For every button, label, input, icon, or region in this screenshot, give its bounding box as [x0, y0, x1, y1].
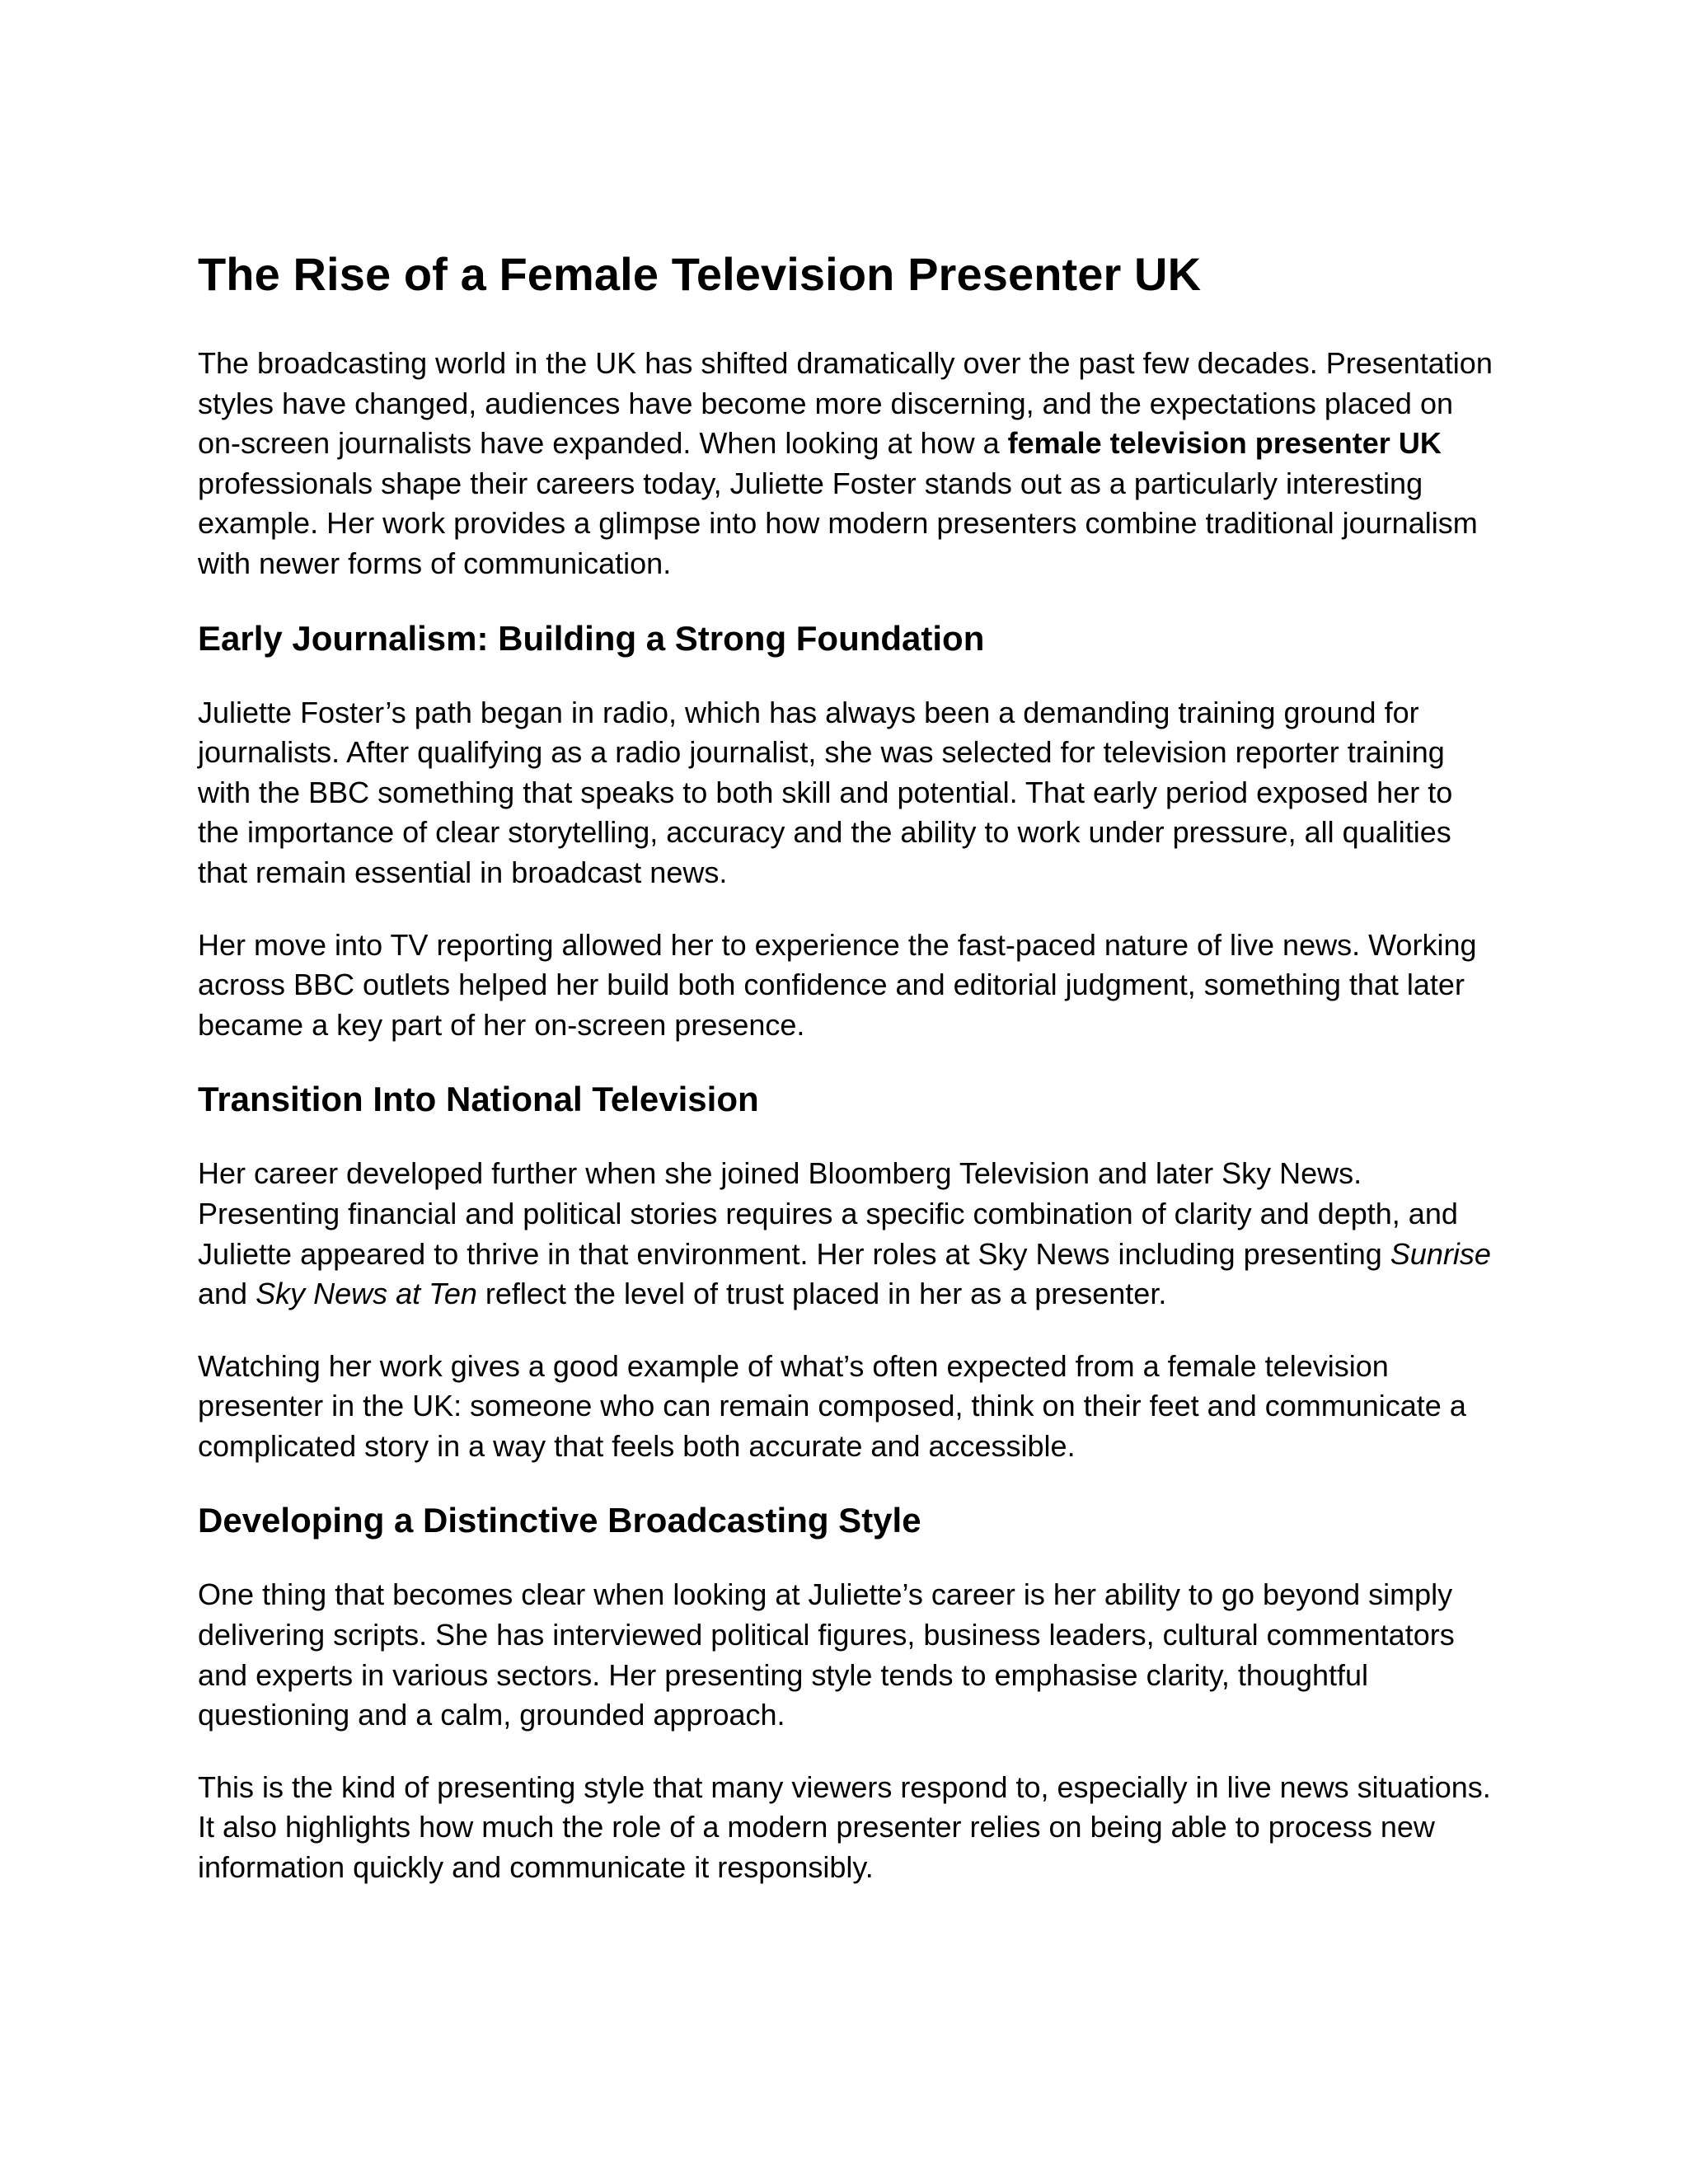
national-television-text: Her career developed further when she joined Bloomberg Television and later Sky News. Presenting financial and political stories requires a specific combination of clarity and depth, and Juliette appeared to thrive in that environment. Her roles at Sky News including presenting	[198, 1156, 1458, 1271]
section-heading-national-television: Transition Into National Television	[198, 1080, 759, 1119]
article-title: The Rise of a Female Television Presenter UK	[198, 248, 1202, 300]
show-title-sky-news-at-ten: Sky News at Ten	[256, 1277, 477, 1311]
broadcasting-style-paragraph-1: One thing that becomes clear when looking at Juliette’s career is her ability to go beyond simply delivering scripts. She has interviewed political figures, business leaders, cultural commentators and experts in various sectors. Her presenting style tends to emphasise clarity, thoughtful questioning and a calm, grounded approach.	[198, 1577, 1455, 1732]
intro-paragraph	[198, 344, 1500, 584]
intro-text-continued: professionals shape their careers today, Juliette Foster stands out as a particularly interesting example. Her work provides a glimpse into how modern presenters combine traditional journalism with newer forms of communication.	[198, 466, 1478, 580]
section-heading-broadcasting-style: Developing a Distinctive Broadcasting Style	[198, 1501, 921, 1540]
intro-bold-keyword: female television presenter UK	[1007, 426, 1442, 461]
early-journalism-paragraph-2: Her move into TV reporting allowed her to experience the fast-paced nature of live news. Working across BBC outlets helped her build both confidence and editorial judgment, something that later became a key part of her on-screen presence.	[198, 927, 1477, 1042]
section-heading-early-journalism: Early Journalism: Building a Strong Foundation	[198, 618, 985, 658]
intro-text: The broadcasting world in the UK has shifted dramatically over the past few decades. Presentation styles have changed, audiences have become more discerning, and the expectations placed on on-screen journalists have expanded. When looking at how a	[198, 346, 1493, 461]
national-television-paragraph-2: Watching her work gives a good example of what’s often expected from a female television presenter in the UK: someone who can remain composed, think on their feet and communicate a complicated story in a way that feels both accurate and accessible.	[198, 1348, 1466, 1463]
broadcasting-style-paragraph-2: This is the kind of presenting style that many viewers respond to, especially in live news situations. It also highlights how much the role of a modern presenter relies on being able to process new information quickly and communicate it responsibly.	[198, 1769, 1491, 1885]
national-television-text-end: reflect the level of trust placed in her as a presenter.	[476, 1277, 1167, 1311]
national-television-paragraph-1	[198, 1154, 1500, 1314]
show-title-sunrise: Sunrise	[1390, 1236, 1491, 1271]
article-body	[198, 246, 1500, 1888]
conjunction-text: and	[198, 1277, 256, 1311]
early-journalism-paragraph-1: Juliette Foster’s path began in radio, which has always been a demanding training ground for journalists. After qualifying as a radio journalist, she was selected for television reporter training with the BBC something that speaks to both skill and potential. That early period exposed her to the importance of clear storytelling, accuracy and the ability to work under pressure, all qualities that remain essential in broadcast news.	[198, 695, 1453, 889]
